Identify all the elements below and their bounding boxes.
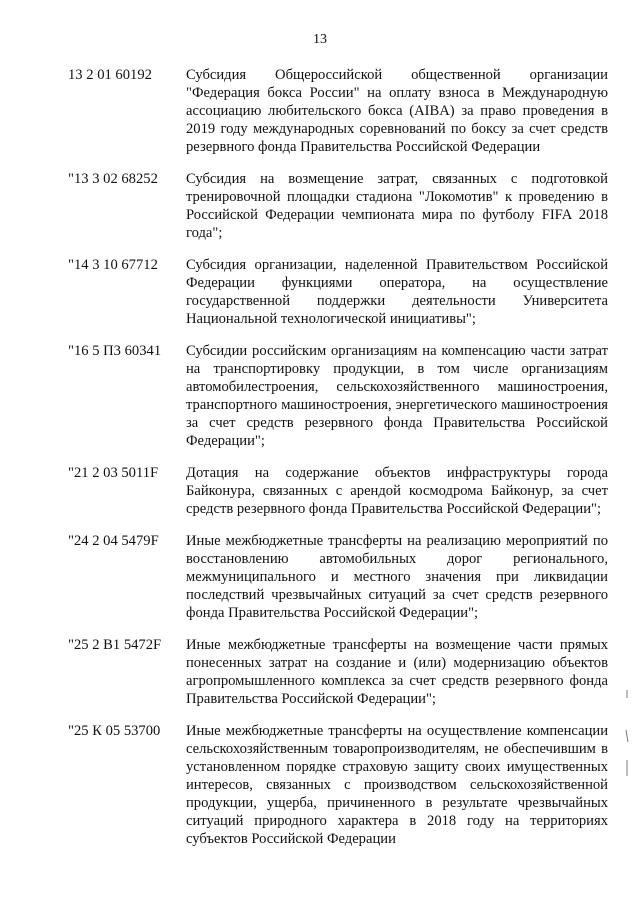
budget-code: "14 3 10 67712 [68, 257, 158, 273]
budget-description: Дотация на содержание объектов инфраструктуры города Байконура, связанных с арендой космодрома Байконур, за счет средств резервного фонда Правительства Российской Федерации"; [186, 465, 608, 517]
list-item [68, 342, 608, 450]
list-item [68, 636, 608, 708]
budget-description: Субсидия Общероссийской общественной организации "Федерация бокса России" на оплату взноса в Международную ассоциацию любительского бокса (AIBA) за право проведения в 2019 году международных соревнований по боксу за счет средств резервного фонда Правительства Российской Федерации [186, 67, 608, 155]
list-item [68, 722, 608, 848]
scan-margin-mark [622, 690, 632, 810]
budget-description: Субсидии российским организациям на компенсацию части затрат на транспортировку продукции, в том числе организациям автомобилестроения, сельскохозяйственного машиностроения, транспортного машиностроения, энергетического машиностроения за счет средств резервного фонда Правительства Российской Федерации"; [186, 343, 608, 449]
list-item [68, 170, 608, 242]
budget-description: Субсидия на возмещение затрат, связанных с подготовкой тренировочной площадки стадиона "Локомотив" к проведению в Российской Федерации чемпионата мира по футболу FIFA 2018 года"; [186, 171, 608, 241]
budget-code: "25 2 В1 5472F [68, 637, 162, 653]
page-number: 13 [313, 32, 327, 47]
budget-code: "16 5 П3 60341 [68, 343, 162, 359]
budget-description: Иные межбюджетные трансферты на осуществление компенсации сельскохозяйственным товаропроизводителям, не обеспечившим в установленном порядке страховую защиту своих имущественных интересов, связанных с производством сельскохозяйственной продукции, ущерба, причиненного в результате чрезвычайных ситуаций природного характера в 2018 году на территориях субъектов Российской Федерации [186, 723, 608, 847]
budget-code: 13 2 01 60192 [68, 67, 152, 83]
budget-code-list [68, 66, 608, 862]
budget-code: "21 2 03 5011F [68, 465, 159, 481]
list-item [68, 532, 608, 622]
budget-code: "25 К 05 53700 [68, 723, 161, 739]
budget-description: Субсидия организации, наделенной Правительством Российской Федерации функциями оператора, на осуществление государственной поддержки деятельности Университета Национальной технологической инициативы"; [186, 257, 608, 327]
budget-code: "13 3 02 68252 [68, 171, 158, 187]
list-item [68, 256, 608, 328]
budget-code: "24 2 04 5479F [68, 533, 159, 549]
budget-description: Иные межбюджетные трансферты на реализацию мероприятий по восстановлению автомобильных дорог регионального, межмуниципального и местного значения при ликвидации последствий чрезвычайных ситуаций за счет средств резервного фонда Правительства Российской Федерации"; [186, 533, 608, 621]
budget-description: Иные межбюджетные трансферты на возмещение части прямых понесенных затрат на создание и (или) модернизацию объектов агропромышленного комплекса за счет средств резервного фонда Правительства Российской Федерации"; [186, 637, 608, 707]
list-item [68, 66, 608, 156]
list-item [68, 464, 608, 518]
